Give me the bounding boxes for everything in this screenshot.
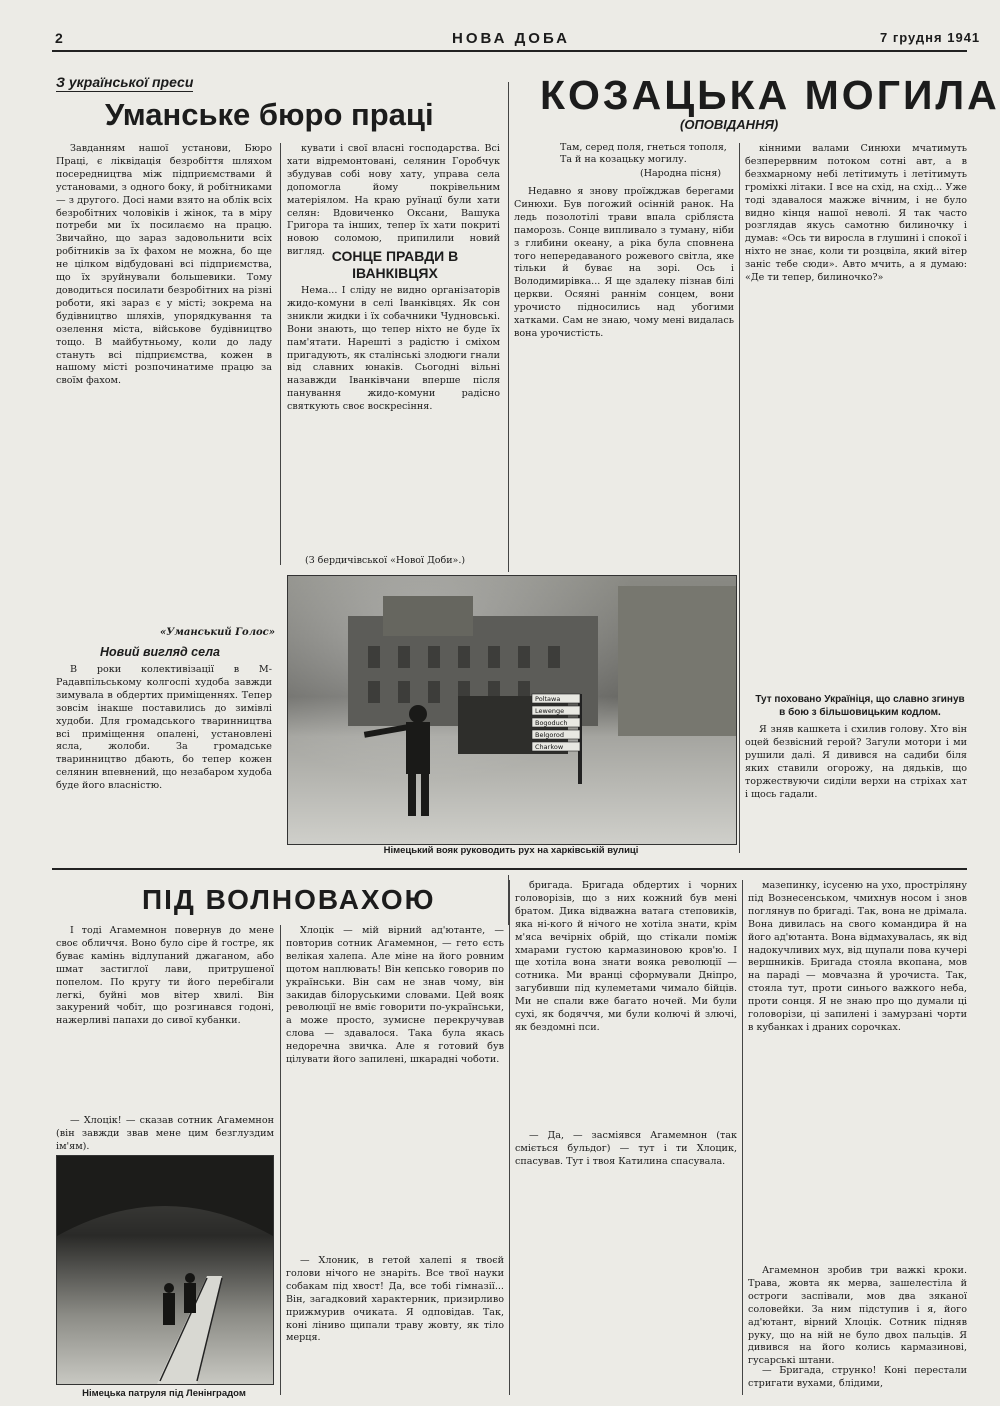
story-closing: — Бригада, струнко! Коні перестали стригати вухами, блідими, xyxy=(748,1365,967,1389)
epigraph: Там, серед поля, гнеться тополя, Та й на козацьку могилу. xyxy=(560,142,727,165)
article-body-ivankivtsi: Нема... І сліду не видно організаторів жидо-комуни в селі Іванківцях. Як сон зникли жидки і їх собачники Чудновські. Вони знають, що тепер ніхто не буде їх пам'ятати. Нарешті з радістю і сміхом пригадують, як сталінські злодюги гнали від славних юнаків. Сьогодні вільні назавжди Іванківчани вперше після панування жидо-комуни радісно святкують своє воскресіння. xyxy=(287,285,500,413)
story-subtitle: (ОПОВІДАННЯ) xyxy=(680,117,779,132)
building-tower xyxy=(383,596,473,636)
building-right xyxy=(618,586,736,736)
street-scene-illustration xyxy=(288,576,736,844)
page-number: 2 xyxy=(55,30,64,46)
story-title-kozatska: КОЗАЦЬКА МОГИЛА xyxy=(540,72,1000,118)
grave-inscription: Тут поховано Україніця, що славно згинув в бою з більшовицьким кодлом. xyxy=(755,694,965,718)
story-title-volnovakha: ПІД ВОЛНОВАХОЮ xyxy=(142,884,436,915)
article-body-uman: Завданням нашої установи, Бюро Праці, є ліквідація безробіття шляхом посередництва між підприємствами й установами, з одного боку, й робітниками — з другого. Досі нами взято на облік всіх безробітних чоловіків і жінок, та в міру потреби ми їх посилаємо на працю. Звичайно, що зараз задовольнити всіх робітників за їх фахом не можна, бо ще не цілком відбудовані всі підприємства, що їх зруйнували большевики. Тому доводиться посилати безробітних на різні роботи, які зараз є у місті; зокрема на будівництво шляхів, упорядкування та озелення міста, військове будівництво тощо. В майбутньому, коли до ладу стануть всі підприємства, кожен в нашому місті розпочинатиме працю за своїм фахом. xyxy=(56,143,272,387)
subhead-ivankivtsi: СОНЦЕ ПРАВДИ В ІВАНКІВЦЯХ xyxy=(331,248,459,281)
story-body-volnovakha-col3: бригада. Бригада обдертих і чорних головорізів, що з них кожний був мені братом. Дика відважна ватага степовиків, яка ні-кого й нічого не хотіла знати, крім м'яса вечірніх обрій, що стікали поміж хмарами густою кармазиновою кров'ю. І ще хотіла вона знати вояка революції — сотника. Ми вранці сформували Дніпро, загубивши під кулеметами чимало бійців. Ми не спали вже багато ночей. Ми були сухі, як бодяччя, ми були колючі й злючі, як бездомні пси. xyxy=(515,880,737,1033)
article-body-village: В роки колективізації в М-Радавпільському колгоспі худоба завжди зимувала в обдертих приміщеннях. Тепер зовсім інакше поставились до зимівлі худоби. Для громадського тваринництва всі приміщення опалені, установлені ясла, жолоби. За громадське тваринництво дбають, бо тепер кожен селянин впевнений, що незабаром худоба буде його власністю. xyxy=(56,664,272,792)
article-signature: «Уманський Голос» xyxy=(160,627,276,638)
signpost-label: Lewenge xyxy=(535,707,565,715)
subhead-village: Новий вигляд села xyxy=(100,645,220,659)
section-label: З української преси xyxy=(56,74,194,90)
story-quote-col1: — Хлоцік! — сказав сотник Агамемнон (він завжди звав мене цим безглуздим ім'ям). xyxy=(56,1115,274,1152)
story-quote-col3: — Да, — засміявся Агамемнон (так сміється бульдог) — тут і ти Хлоцик, спасував. Тут і твоя Катилина спасувала. xyxy=(515,1130,737,1167)
header-rule xyxy=(52,50,967,52)
story-body-kozatska: Недавно я знову проїжджав берегами Синюхи. Був погожий осінній ранок. На ледь позолотілі трави впала срібляста паморозь. Сонце випливало з туману, ніби з глибини океану, а ріка була сповнена того непередаваного рожевого світла, яке тільки й буває на зорі. Ось і Володимирівка... Я ще здалеку пізнав білі церкви. Осяяні раннім сонцем, вони урочисто підносились над убогими хатками. Сам не знаю, чому мені видалась вона урочистість. xyxy=(514,186,734,339)
column-divider xyxy=(280,925,281,1395)
newspaper-name: НОВА ДОБА xyxy=(452,30,570,47)
photo-caption-leningrad: Німецька патруля під Ленінградом xyxy=(82,1388,246,1399)
arch xyxy=(57,1156,273,1236)
epigraph-source: (Народна пісня) xyxy=(640,168,722,179)
section-rule xyxy=(52,868,967,870)
signpost-label: Charkow xyxy=(535,743,564,751)
article-source: (З бердичівської «Нової Доби».) xyxy=(305,555,466,566)
article-body-village-cont: кувати і свої власні господарства. Всі хати відремонтовані, селянин Горобчук збудував собі нову хату, управа села допомогла йому покрівельним матеріялом. На краю руїнацї були хати селян: Вдовиченко Оксани, Вашука Григора та інших, тепер їх хати покриті новою соломою, припилили новий вигляд. xyxy=(287,143,500,258)
issue-date: 7 грудня 1941 xyxy=(880,30,981,45)
column-divider xyxy=(509,880,510,1395)
article-title-uman: Уманське бюро праці xyxy=(105,97,434,132)
signpost-label: Belgorod xyxy=(535,731,564,739)
story-body-volnovakha-col1: І тоді Агамемнон повернув до мене своє обличчя. Воно було сіре й гостре, як буває камінь відлупаний джаганом, або шмат застиглої лави, притрушеної попелом. По кругу ти його перебігали легкі, буйні мов вітер хвилі. Він закурений чобіт, що розгинався годоні, нажерливі папахи до сивої кубанки. xyxy=(56,925,274,1027)
column-divider xyxy=(739,143,740,853)
signpost-label: Bogoduch xyxy=(535,719,568,727)
column-divider xyxy=(508,82,509,572)
story-body-kozatska-col2b: Я зняв кашкета і схилив голову. Хто він оцей безвісний герой? Загули мотори і ми рушили далі. Я дивився на садиби біля яких ставили огорожу, на дядьків, що торжествуючи сиділи верхи на стріхах хат і щось гадали. xyxy=(745,724,967,800)
column-divider xyxy=(742,880,743,1395)
photo-caption-kharkiv: Німецький вояк руководить рух на харківській вулиці xyxy=(383,845,639,856)
photo-kharkiv-street xyxy=(287,575,737,845)
photo-leningrad-patrol xyxy=(56,1155,274,1385)
patrol-scene-illustration xyxy=(57,1156,273,1384)
story-body-volnovakha-col4: мазепинку, ісусеню на ухо, простріляну під Вознесенськом, чмихнув носом і знов поглянув по бригаді. Так, вона не дрімала. Вона дивилась на свого командира й на його ад'ютанта. Вона відмахувалась, як від надокучливих мух, від щупали пова кучері вершників. Бригада стояла вкопана, мов на параді — мовчазна й урочиста. Так, стояла тут, проти синього важкого неба, проти сонця. Я не знаю про що думали ці головорізи, ці запилені і замурзані чорти в кубанках і драних сорочках. xyxy=(748,880,967,1033)
story-body-kozatska-col2: кінними валами Синюхи мчатимуть безперервним потоком сотні авт, а в безхмарному небі летітимуть і летітимуть громіхкі літаки. І все на схід, на схід... Уже тоді здавалося мажже вічним, і не було видно кінця нашої неволі. Я так часто розглядав якусь самотню билиночку і думав: «Ось ти виросла в глушині і спокої і ніхто не знає, коли ти розцвіла, який вітер заніс тебе сюди». Авто мчить, а я думаю: «Де ти тепер, билиночко?» xyxy=(745,143,967,284)
column-divider xyxy=(280,143,281,565)
story-body-volnovakha-col2: Хлоцік — мій вірний ад'ютанте, — повторив сотник Агамемнон, — гето єсть велікая халепа. Але міне на його ровним щотом наплювать! Він кепсько говорив по українськи. Він сам не знав чому, він закидав білоруськими словами. Цей вояк революції не вміє говорити по-українськи, а може просто, зумисне перекручував слова — здавалося. Така була якась недоречна звичка. Але я готовий був цілувати його запилені, шкарадні чоботи. xyxy=(286,925,504,1066)
story-body-volnovakha-col2b: — Хлоник, в гетой халепі я твоєй голови нічого не знаріть. Все твої науки собакам під хвост! Да, все тобі гімназії... Він, загадковий характерник, призирливо прижмурив очиката. Я одповідав. Так, коні ліниво щипали траву жовту, як тіло мерця. xyxy=(286,1255,504,1344)
signpost-label: Poltawa xyxy=(535,695,561,703)
story-body-volnovakha-col4b: Агамемнон зробив три важкі кроки. Трава, жовта як мерва, зашелестіла й остроги заспівали, мов два зяканої соловейки. За ним підступив і я, його ад'ютант, вірний Хлоцік. Сотник підняв руку, що на ній не було двох пальців. Я дивився на його колись кармазинові, гусарські штани. xyxy=(748,1265,967,1367)
